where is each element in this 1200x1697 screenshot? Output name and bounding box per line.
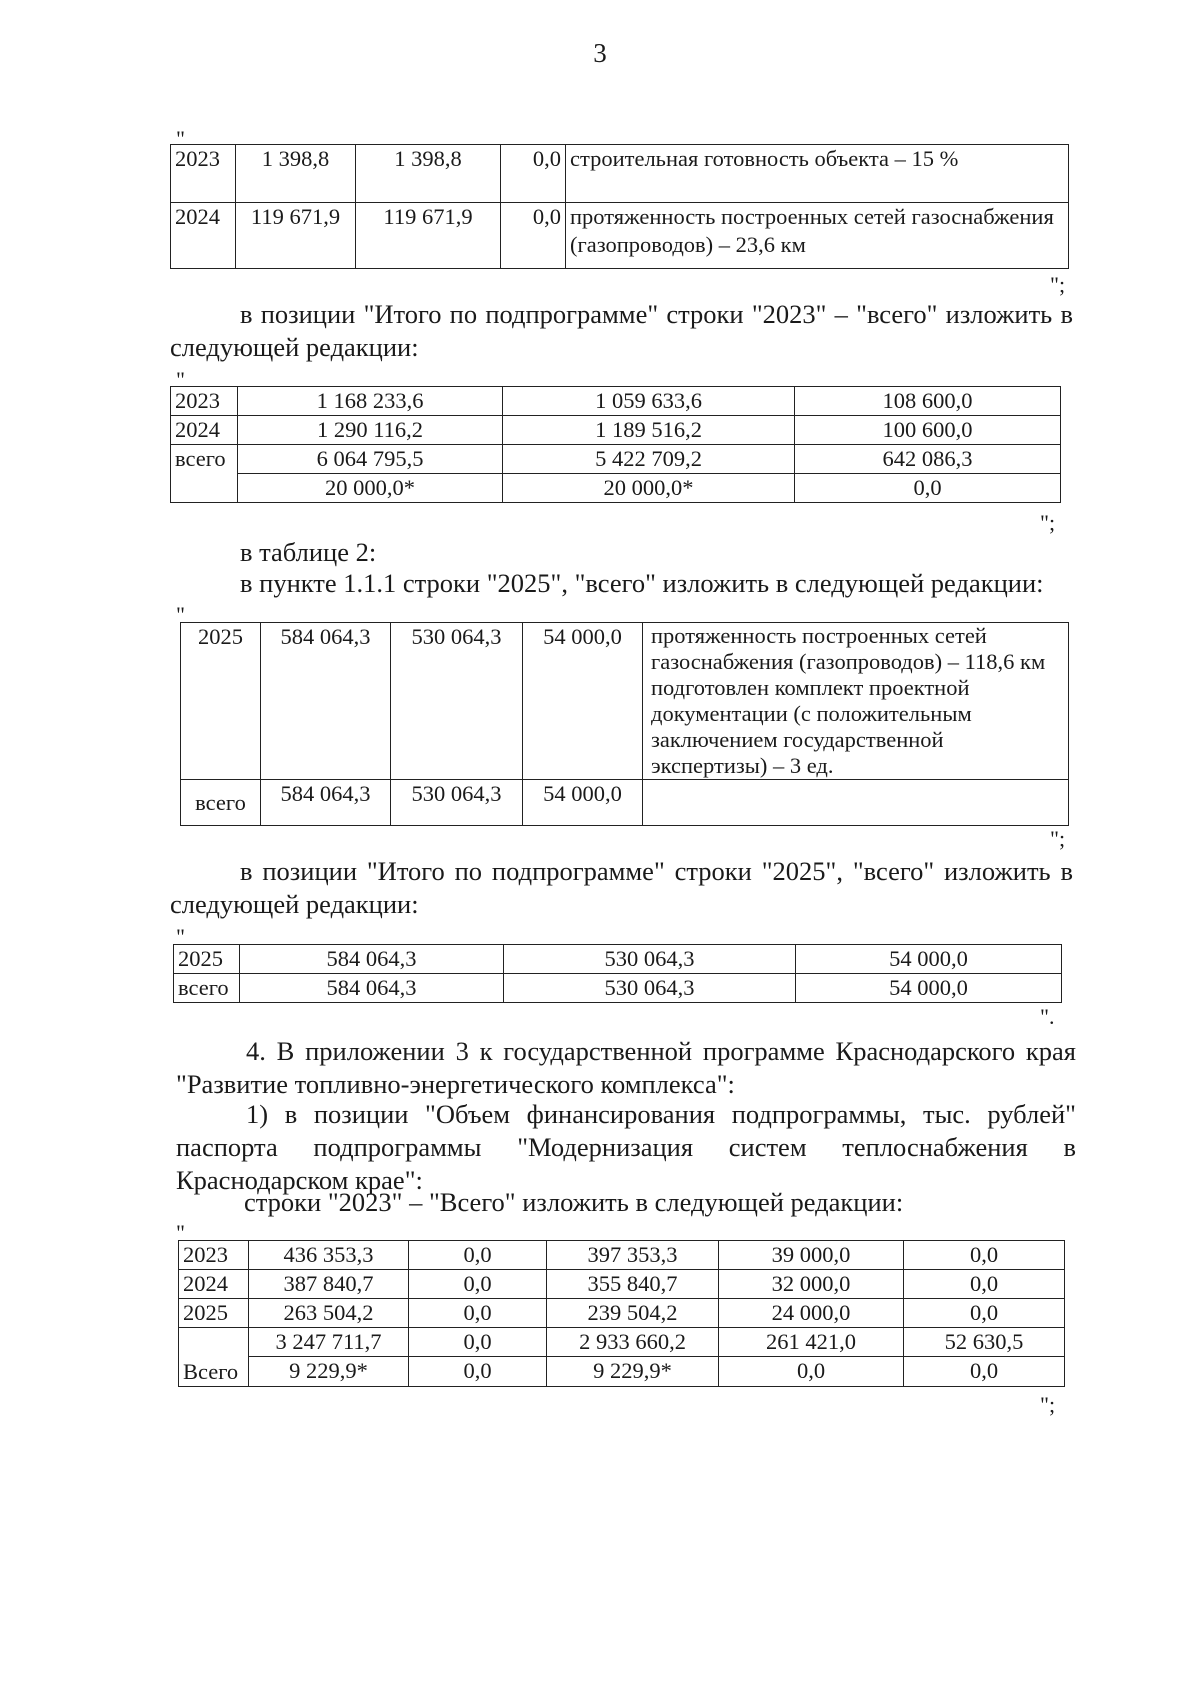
result-cell: строительная готовность объекта – 15 % (566, 145, 1069, 203)
value-cell: 530 064,3 (391, 623, 523, 780)
paragraph-4: 1) в позиции "Объем финансирования подпрограммы, тыс. рублей" паспорта подпрограммы "Модернизация систем теплоснабжения в Краснодарском крае": (176, 1099, 1076, 1195)
table-row (171, 474, 1061, 503)
year-cell: 2024 (179, 1270, 249, 1299)
table-row (181, 780, 1069, 826)
table-d (173, 944, 1062, 1003)
value-cell: 0,0 (501, 203, 566, 269)
table-row (179, 1299, 1065, 1328)
value-cell: 2 933 660,2 (547, 1328, 719, 1357)
page-number: 3 (593, 38, 607, 68)
value-cell: 5 422 709,2 (503, 445, 795, 474)
close-quote-e: "; (1040, 1392, 1056, 1417)
year-cell: 2025 (174, 945, 240, 974)
value-cell: 584 064,3 (261, 780, 391, 826)
open-quote-c: " (176, 602, 185, 627)
value-cell: 54 000,0 (523, 780, 643, 826)
year-cell: 2024 (171, 203, 236, 269)
value-cell: 3 247 711,7 (249, 1328, 409, 1357)
table-row (179, 1328, 1065, 1357)
value-cell: 397 353,3 (547, 1241, 719, 1270)
value-cell: 0,0 (409, 1357, 547, 1387)
value-cell: 9 229,9* (249, 1357, 409, 1387)
value-cell: 9 229,9* (547, 1357, 719, 1387)
paragraph-1: в позиции "Итого по подпрограмме" строки "2023" – "всего" изложить в следующей редакции: (170, 299, 1073, 362)
value-cell: 261 421,0 (719, 1328, 904, 1357)
table-row (179, 1357, 1065, 1387)
value-cell: 119 671,9 (236, 203, 356, 269)
table-c (180, 622, 1069, 826)
value-cell: 24 000,0 (719, 1299, 904, 1328)
value-cell: 108 600,0 (795, 387, 1061, 416)
value-cell: 54 000,0 (796, 945, 1062, 974)
line-rows: строки "2023" – "Всего" изложить в следующей редакции: (244, 1187, 904, 1217)
value-cell: 0,0 (719, 1357, 904, 1387)
year-cell: 2025 (181, 623, 261, 780)
close-quote-c: "; (1050, 826, 1066, 851)
value-cell: 436 353,3 (249, 1241, 409, 1270)
year-cell: всего (171, 445, 238, 503)
year-cell: 2023 (179, 1241, 249, 1270)
table-row (171, 445, 1061, 474)
value-cell: 0,0 (409, 1299, 547, 1328)
year-cell: 2023 (171, 145, 236, 203)
table-row (171, 387, 1061, 416)
value-cell: 54 000,0 (523, 623, 643, 780)
result-cell: протяженность построенных сетей газоснабжения (газопроводов) – 118,6 км подготовлен комплект проектной документации (с положительным заключением государственной экспертизы) – 3 ед. (643, 623, 1069, 780)
value-cell: 530 064,3 (391, 780, 523, 826)
table-row (181, 623, 1069, 780)
value-cell: 239 504,2 (547, 1299, 719, 1328)
value-cell: 119 671,9 (356, 203, 501, 269)
table-row (179, 1241, 1065, 1270)
value-cell: 584 064,3 (261, 623, 391, 780)
table-e (178, 1240, 1065, 1387)
line-point-111: в пункте 1.1.1 строки "2025", "всего" изложить в следующей редакции: (240, 568, 1044, 598)
value-cell: 32 000,0 (719, 1270, 904, 1299)
year-cell: Всего (179, 1328, 249, 1387)
value-cell: 0,0 (904, 1270, 1065, 1299)
value-cell: 1 398,8 (356, 145, 501, 203)
year-cell: 2024 (171, 416, 238, 445)
value-cell: 1 168 233,6 (238, 387, 503, 416)
value-cell: 387 840,7 (249, 1270, 409, 1299)
value-cell: 1 398,8 (236, 145, 356, 203)
open-quote-a: " (176, 126, 185, 151)
value-cell: 263 504,2 (249, 1299, 409, 1328)
value-cell: 39 000,0 (719, 1241, 904, 1270)
value-cell: 584 064,3 (240, 974, 504, 1003)
result-cell (643, 780, 1069, 826)
open-quote-d: " (176, 924, 185, 949)
year-cell: всего (174, 974, 240, 1003)
value-cell: 20 000,0* (503, 474, 795, 503)
value-cell: 0,0 (501, 145, 566, 203)
line-table-2: в таблице 2: (240, 537, 377, 567)
value-cell: 1 290 116,2 (238, 416, 503, 445)
table-row (171, 145, 1069, 203)
value-cell: 20 000,0* (238, 474, 503, 503)
close-quote-a: "; (1050, 272, 1066, 297)
table-a (170, 144, 1069, 269)
value-cell: 1 059 633,6 (503, 387, 795, 416)
value-cell: 0,0 (904, 1357, 1065, 1387)
close-quote-b: "; (1040, 510, 1056, 535)
close-quote-d: ". (1040, 1004, 1055, 1029)
result-cell: протяженность построенных сетей газоснабжения (газопроводов) – 23,6 км (566, 203, 1069, 269)
value-cell: 0,0 (409, 1241, 547, 1270)
open-quote-b: " (176, 367, 185, 392)
open-quote-e: " (176, 1220, 185, 1245)
value-cell: 6 064 795,5 (238, 445, 503, 474)
value-cell: 0,0 (795, 474, 1061, 503)
value-cell: 0,0 (409, 1328, 547, 1357)
paragraph-2: в позиции "Итого по подпрограмме" строки "2025", "всего" изложить в следующей редакции: (170, 856, 1073, 919)
table-row (174, 974, 1062, 1003)
table-b (170, 386, 1061, 503)
year-cell: всего (181, 780, 261, 826)
value-cell: 0,0 (409, 1270, 547, 1299)
value-cell: 52 630,5 (904, 1328, 1065, 1357)
paragraph-3: 4. В приложении 3 к государственной программе Краснодарского края "Развитие топливно-энергетического комплекса": (176, 1036, 1076, 1099)
value-cell: 0,0 (904, 1241, 1065, 1270)
value-cell: 54 000,0 (796, 974, 1062, 1003)
table-row (171, 416, 1061, 445)
value-cell: 642 086,3 (795, 445, 1061, 474)
table-row (174, 945, 1062, 974)
value-cell: 530 064,3 (504, 974, 796, 1003)
year-cell: 2023 (171, 387, 238, 416)
value-cell: 1 189 516,2 (503, 416, 795, 445)
year-cell: 2025 (179, 1299, 249, 1328)
value-cell: 0,0 (904, 1299, 1065, 1328)
value-cell: 584 064,3 (240, 945, 504, 974)
table-row (171, 203, 1069, 269)
value-cell: 530 064,3 (504, 945, 796, 974)
table-row (179, 1270, 1065, 1299)
value-cell: 100 600,0 (795, 416, 1061, 445)
value-cell: 355 840,7 (547, 1270, 719, 1299)
